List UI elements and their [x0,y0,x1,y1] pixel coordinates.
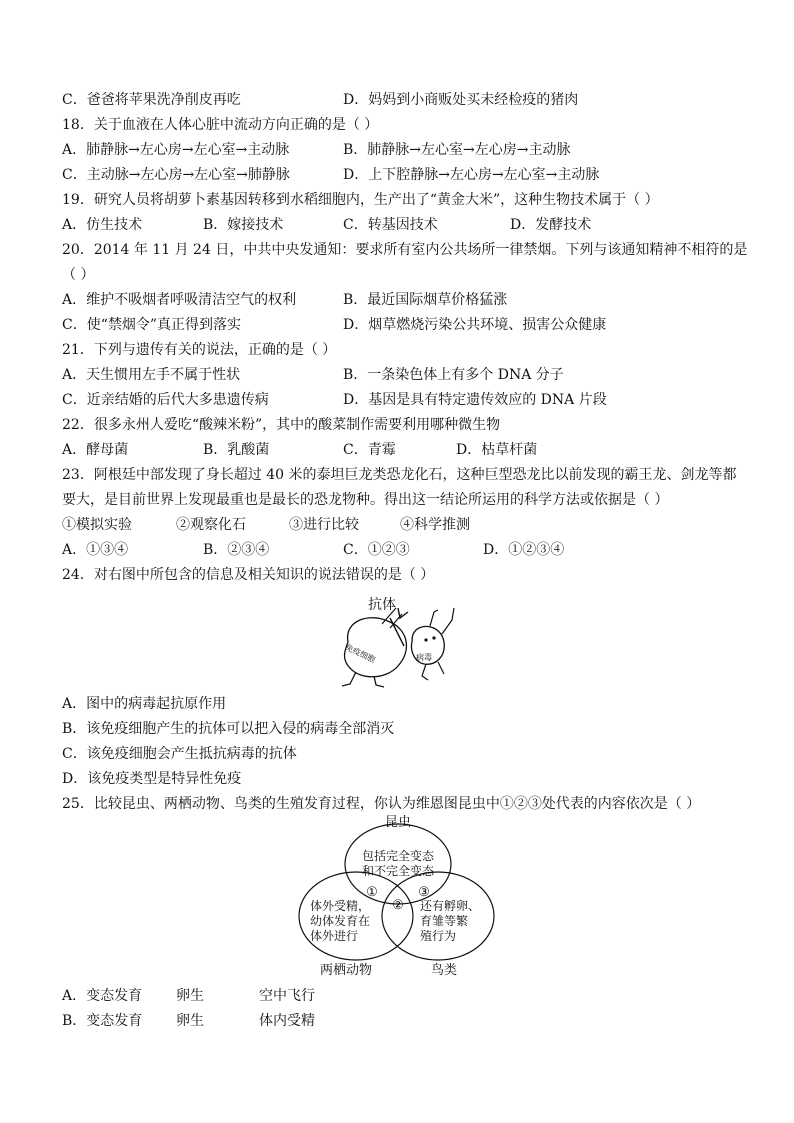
bird-text-line1: 还有孵卵、 [420,899,481,913]
q21-option-c: C．近亲结婚的后代大多患遗传病 [62,392,269,408]
q25-option-b-third: 体内受精 [259,1013,315,1029]
venn-insect-label: 昆虫 [384,815,412,830]
q18-option-b: B．肺静脉→左心室→左心房→主动脉 [343,142,571,158]
q18-stem: 18．关于血液在人体心脏中流动方向正确的是（ ） [62,117,379,133]
q22-option-b: B．乳酸菌 [203,442,270,458]
immune-cell-label: 免疫细胞 [343,642,377,665]
amphibian-text-line2: 幼体发育在 [310,914,371,928]
q23-option-b: B．②③④ [203,542,270,558]
q19-option-a: A．仿生技术 [62,217,143,233]
q23-method-1: ①模拟实验 [62,517,132,533]
q19-stem: 19．研究人员将胡萝卜素基因转移到水稻细胞内，生产出了“黄金大米”，这种生物技术属于（ ） [62,192,659,208]
amphibian-text-line3: 体外进行 [310,929,359,943]
q23-option-a: A．①③④ [62,542,129,558]
q20-option-c: C．使“禁烟令”真正得到落实 [62,317,242,333]
immune-cell-virus-figure [330,590,465,690]
venn-diagram [290,812,510,980]
amphibian-text-line1: 体外受精， [310,899,371,913]
bird-text-line2: 育雏等繁 [420,914,469,928]
q25-option-b-second: 卵生 [176,1013,204,1029]
q23-stem: 23．阿根廷中部发现了身长超过 40 米的泰坦巨龙类恐龙化石，这种巨型恐龙比以前发现的霸王龙、剑龙等都 [62,467,737,483]
q24-option-b: B．该免疫细胞产生的抗体可以把入侵的病毒全部消灭 [62,721,395,737]
q22-stem: 22．很多永州人爱吃“酸辣米粉”，其中的酸菜制作需要利用哪种微生物 [62,417,501,433]
venn-mark-2: ② [392,898,404,913]
q23-option-c: C．①②③ [343,542,410,558]
q20-stem-paren: （ ） [62,267,95,283]
q25-option-b-label: B．变态发育 [62,1013,143,1029]
q23-method-4: ④科学推测 [400,517,470,533]
bird-text-line3: 殖行为 [420,929,457,943]
q22-option-d: D．枯草杆菌 [456,442,538,458]
insect-text-line1: 包括完全变态 [361,849,435,863]
q19-option-d: D．发酵技术 [510,217,592,233]
q24-option-c: C．该免疫细胞会产生抵抗病毒的抗体 [62,746,297,762]
q21-option-b: B．一条染色体上有多个 DNA 分子 [343,367,564,383]
q24-stem: 24．对右图中所包含的信息及相关知识的说法错误的是（ ） [62,567,435,583]
q23-stem-cont: 要大，是目前世界上发现最重也是最长的恐龙物种。得出这一结论所运用的科学方法或依据是（ ） [62,492,669,508]
q20-stem: 20．2014 年 11 月 24 日，中共中央发通知：要求所有室内公共场所一律禁烟。下列与该通知精神不相符的是 [62,242,748,258]
q24-option-a: A．图中的病毒起抗原作用 [62,696,227,712]
q21-option-d: D．基因是具有特定遗传效应的 DNA 片段 [343,392,607,408]
q19-option-b: B．嫁接技术 [203,217,284,233]
q21-stem: 21．下列与遗传有关的说法，正确的是（ ） [62,342,337,358]
q22-option-c: C．青霉 [343,442,396,458]
q23-option-d: D．①②③④ [483,542,565,558]
q25-option-a-third: 空中飞行 [259,988,315,1004]
venn-mark-3: ③ [418,885,430,900]
q23-method-3: ③进行比较 [289,517,359,533]
q19-option-c: C．转基因技术 [343,217,438,233]
q18-option-a: A．肺静脉→左心房→左心室→主动脉 [62,142,290,158]
q17-option-c: C．爸爸将苹果洗净削皮再吃 [62,92,241,108]
q20-option-d: D．烟草燃烧污染公共环境、损害公众健康 [343,317,607,333]
insect-text-line2: 和不完全变态 [361,864,435,878]
q17-option-d: D．妈妈到小商贩处买未经检疫的猪肉 [343,92,579,108]
q20-option-a: A．维护不吸烟者呼吸清洁空气的权利 [62,292,297,308]
q20-option-b: B．最近国际烟草价格猛涨 [343,292,508,308]
q18-option-c: C．主动脉→左心房→左心室→肺静脉 [62,167,290,183]
q24-option-d: D．该免疫类型是特异性免疫 [62,771,242,787]
q23-method-2: ②观察化石 [176,517,246,533]
q22-option-a: A．酵母菌 [62,442,129,458]
virus-label: 病毒 [416,653,432,662]
q25-stem: 25．比较昆虫、两栖动物、鸟类的生殖发育过程，你认为维恩图昆虫中①②③处代表的内容依次是（ ） [62,796,701,812]
q21-option-a: A．天生惯用左手不属于性状 [62,367,241,383]
venn-amphibian-label: 两栖动物 [319,963,373,978]
venn-mark-1: ① [366,885,378,900]
q18-option-d: D．上下腔静脉→左心房→左心室→主动脉 [343,167,600,183]
q25-option-a-second: 卵生 [176,988,204,1004]
venn-bird-label: 鸟类 [430,963,458,978]
antibody-label: 抗体 [368,597,396,613]
q25-option-a-label: A．变态发育 [62,988,143,1004]
